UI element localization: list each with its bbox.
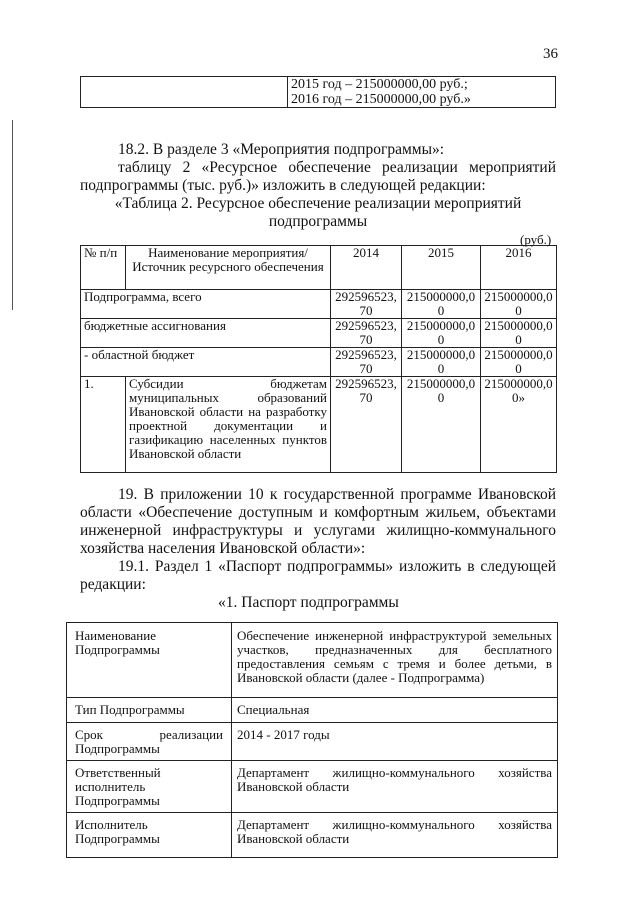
row-2014: 292596523,70 bbox=[331, 290, 402, 319]
page-number: 36 bbox=[543, 46, 558, 62]
row-2014: 292596523,70 bbox=[331, 319, 402, 348]
passport-label: Срок реализации Подпрограммы bbox=[67, 723, 232, 761]
row-name: Подпрограмма, всего bbox=[81, 290, 331, 319]
passport-row bbox=[67, 723, 558, 761]
row-2014: 292596523,70 bbox=[331, 348, 402, 377]
table-row bbox=[81, 377, 557, 473]
passport-value: 2014 - 2017 годы bbox=[232, 723, 558, 761]
row-2015: 215000000,00 bbox=[402, 319, 481, 348]
section-19-paragraph: 19. В приложении 10 к государственной программе Ивановской области «Обеспечение доступным и комфортным жильем, объектами инженерной инфраструктуры и услугами жилищно-коммунального хозяйства населения Ивановской области»: bbox=[80, 486, 556, 557]
section-18-2-text: таблицу 2 «Ресурсное обеспечение реализации мероприятий подпрограммы (тыс. руб.)» изложить в следующей редакции: bbox=[80, 159, 556, 194]
table-row bbox=[81, 348, 557, 377]
table-row bbox=[81, 319, 557, 348]
passport-label: Наименование Подпрограммы bbox=[67, 623, 232, 698]
passport-table bbox=[66, 622, 558, 858]
row-2015: 215000000,00 bbox=[402, 348, 481, 377]
passport-label: Ответственный исполнитель Подпрограммы bbox=[67, 761, 232, 813]
row-name: бюджетные ассигнования bbox=[81, 319, 331, 348]
row-num: 1. bbox=[81, 377, 126, 473]
row-2016: 215000000,00» bbox=[481, 377, 557, 473]
table2-unit: (руб.) bbox=[520, 232, 552, 247]
row-2015: 215000000,00 bbox=[402, 290, 481, 319]
row-2015: 215000000,00 bbox=[402, 377, 481, 473]
row-2016: 215000000,00 bbox=[481, 348, 557, 377]
scan-edge-line bbox=[12, 120, 13, 310]
passport-row bbox=[67, 698, 558, 723]
header-2014: 2014 bbox=[331, 246, 402, 290]
section-19-1-text: 19.1. Раздел 1 «Паспорт подпрограммы» изложить в следующей редакции: bbox=[80, 558, 556, 593]
passport-label: Тип Подпрограммы bbox=[67, 698, 232, 723]
passport-value: Департамент жилищно-коммунального хозяйства Ивановской области bbox=[232, 761, 558, 813]
row-2016: 215000000,00 bbox=[481, 319, 557, 348]
row-name: - областной бюджет bbox=[81, 348, 331, 377]
top-table-line: 2015 год – 215000000,00 руб.; bbox=[291, 77, 468, 92]
row-name: Субсидии бюджетам муниципальных образований Ивановской области на разработку проектной документации и газификацию населенных пунктов Ивановской области bbox=[126, 377, 331, 473]
header-2015: 2015 bbox=[402, 246, 481, 290]
passport-value: Специальная bbox=[232, 698, 558, 723]
passport-row bbox=[67, 813, 558, 858]
header-2016: 2016 bbox=[481, 246, 557, 290]
header-num: № п/п bbox=[81, 246, 126, 290]
passport-label: Исполнитель Подпрограммы bbox=[67, 813, 232, 858]
passport-row bbox=[67, 761, 558, 813]
row-2014: 292596523,70 bbox=[331, 377, 402, 473]
table-row bbox=[81, 290, 557, 319]
passport-title: «1. Паспорт подпрограммы bbox=[218, 594, 399, 611]
table-header-row bbox=[81, 246, 557, 290]
passport-row bbox=[67, 623, 558, 698]
passport-value: Обеспечение инженерной инфраструктурой земельных участков, предназначенных для бесплатного предоставления семьям с тремя и более детьми, в Ивановской области (далее - Подпрограмма) bbox=[232, 623, 558, 698]
section-18-2-heading: 18.2. В разделе 3 «Мероприятия подпрограммы»: bbox=[118, 141, 445, 158]
top-table-cell bbox=[288, 77, 556, 108]
row-2016: 215000000,00 bbox=[481, 290, 557, 319]
top-table bbox=[80, 76, 556, 108]
resource-table bbox=[80, 245, 557, 473]
top-table-empty-cell bbox=[81, 77, 288, 108]
header-name: Наименование мероприятия/Источник ресурсного обеспечения bbox=[126, 246, 331, 290]
table2-title: «Таблица 2. Ресурсное обеспечение реализации мероприятий подпрограммы bbox=[114, 195, 522, 230]
top-table-line: 2016 год – 215000000,00 руб.» bbox=[291, 92, 471, 107]
passport-value: Департамент жилищно-коммунального хозяйства Ивановской области bbox=[232, 813, 558, 858]
